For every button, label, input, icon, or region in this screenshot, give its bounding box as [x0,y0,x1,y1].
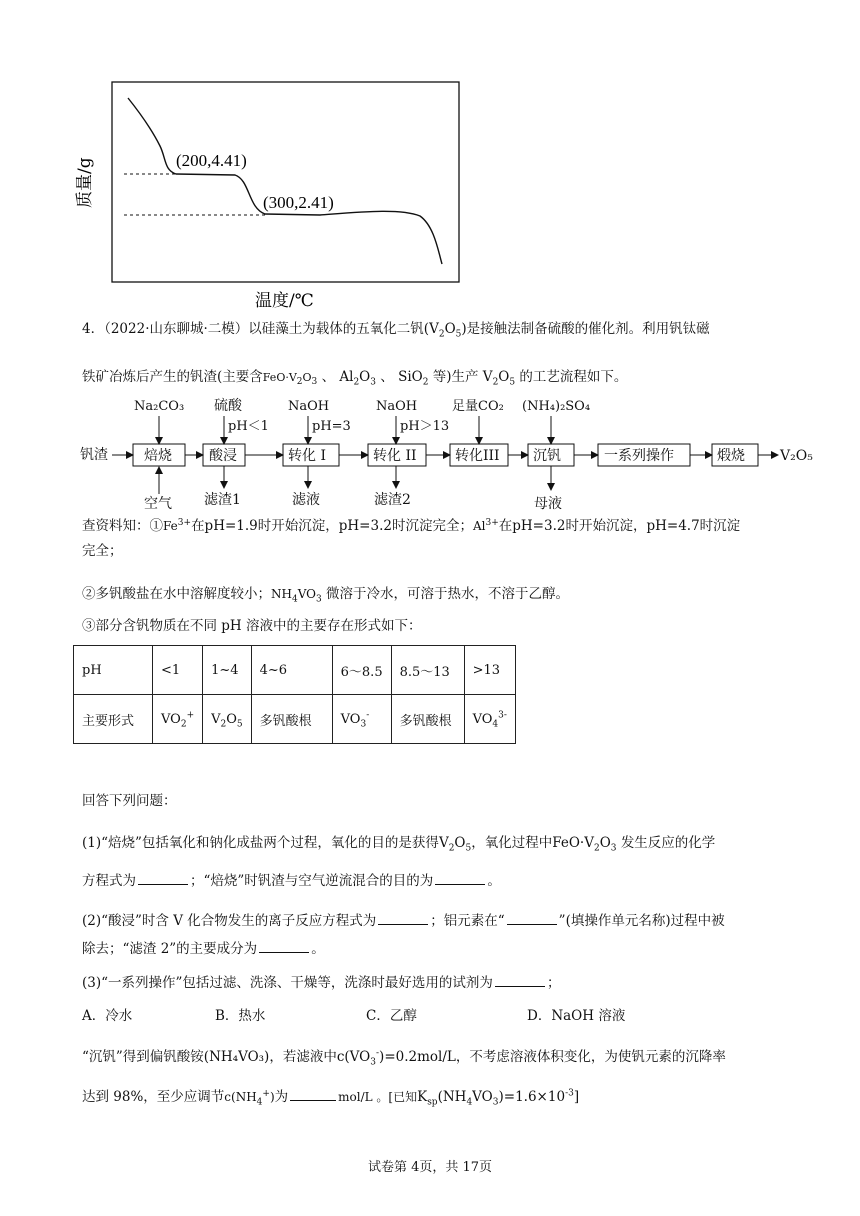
flow-box-5: 转化III [455,448,500,464]
info-line-1-cont: 完全； [82,543,123,559]
question-number: 4． [82,321,105,337]
reagent-2: 硫酸 [214,398,242,414]
answer-blank[interactable] [259,940,309,953]
answer-blank[interactable] [138,872,188,885]
question-source: （2022·山东聊城·二模） [104,321,249,337]
bottom-item-2: 滤渣1 [204,492,241,508]
flow-box-8: 煅烧 [717,448,745,464]
option-a[interactable]: A．冷水 [82,1008,133,1024]
questions-intro: 回答下列问题： [82,793,177,809]
process-flow-diagram [78,394,828,510]
question-1: (1)“焙烧”包括氧化和钠化成盐两个过程，氧化的目的是获得$V_2O_5$，氧化过程中$FeO\cdot V_2O_3$ 发生反应的化学 [82,835,716,854]
question-4-intro: 4．（2022·山东聊城·二模）以硅藻土为载体的五氧化二钒$(V_2O_5)$是接触法制备硫酸的催化剂。利用钒钛磁 [82,321,710,340]
flow-box-7: 一系列操作 [604,448,674,464]
answer-blank[interactable] [507,912,557,925]
reagent-3-ph: pH=3 [312,419,351,434]
info-line-2: ②多钒酸盐在水中溶解度较小；$NH_4VO_3$ 微溶于冷水，可溶于热水，不溶于乙醇。 [82,586,570,605]
bottom-item-3: 滤液 [292,492,320,508]
bottom-item-5: 母液 [534,496,562,510]
question-4-intro-line2: 铁矿冶炼后产生的钒渣(主要含$FeO\cdot V_2O_3$ 、 $Al_2O_3$ 、 SiO$_2$ 等)生产 $V_2O_5$ 的工艺流程如下。 [82,369,628,388]
reagent-4: NaOH [376,399,418,414]
question-3-line4: 达到 98%，至少应调节$c(NH_4^+)$为 mol/L 。[已知$K_{sp}(NH_4VO_3)=1.6\times 10^{-3}$] [82,1088,580,1108]
x-axis-label: 温度/℃ [255,291,314,311]
table-row: pH <1 1~4 4~6 6～8.5 8.5～13 >13 [74,646,516,695]
reagent-5: 足量CO₂ [452,399,504,414]
point2-label: (300,2.41) [263,193,334,212]
question-3: (3)“一系列操作”包括过滤、洗涤、干燥等，洗涤时最好选用的试剂为 ； [82,975,561,991]
flow-end: V₂O₅ [780,448,813,464]
answer-blank[interactable] [378,912,428,925]
graph-frame [112,82,459,282]
option-b[interactable]: B．热水 [215,1008,266,1024]
point1-label: (200,4.41) [176,151,247,170]
reagent-4-ph: pH＞13 [400,419,450,434]
vanadium-species-table [73,645,516,744]
question-3-line3: “沉钒”得到偏钒酸铵(NH₄VO₃)，若滤液中$c(VO_3^-)=0.2mol/L$，不考虑溶液体积变化，为使钒元素的沉降率 [82,1048,726,1068]
reagent-3: NaOH [288,399,330,414]
question-2-line2: 除去；“滤渣 2”的主要成分为 。 [82,941,325,957]
reagent-6: (NH₄)₂SO₄ [522,399,591,414]
question-1-line2: 方程式为 ；“焙烧”时钒渣与空气逆流混合的目的为 。 [82,873,501,889]
info-line-1: 查资料知：$①Fe^{3+}$在pH=1.9时开始沉淀，pH=3.2时沉淀完全；$Al^{3+}$在pH=3.2时开始沉淀，pH=4.7时沉淀 [82,518,741,534]
y-axis-label: 质量/g [75,157,95,208]
reagent-1: Na₂CO₃ [134,399,185,414]
table-row: 主要形式 $VO_2^+$ $V_2O_5$ 多钒酸根 $VO_3^-$ 多钒酸根 $VO_4^{3-}$ [74,695,516,744]
answer-blank[interactable] [495,974,545,987]
flow-box-2: 酸浸 [209,448,237,464]
option-c[interactable]: C．乙醇 [366,1008,417,1024]
option-d[interactable]: D．NaOH 溶液 [527,1008,626,1024]
flow-box-3: 转化 I [288,448,326,464]
question-2: (2)“酸浸”时含 V 化合物发生的离子反应方程式为 ；铝元素在“ ”(填操作单元名称)过程中被 [82,913,725,929]
answer-blank[interactable] [290,1088,336,1101]
mass-curve [128,98,442,264]
flow-box-4: 转化 II [373,448,417,464]
flow-box-6: 沉钒 [533,448,561,464]
answer-blank[interactable] [435,872,485,885]
info-line-3: ③部分含钒物质在不同 pH 溶液中的主要存在形式如下： [82,618,422,634]
page-footer: 试卷第 4页，共 17页 [367,1160,493,1175]
bottom-item-4: 滤渣2 [374,492,411,508]
bottom-item-1: 空气 [144,496,172,510]
reagent-2-ph: pH＜1 [228,419,269,434]
flow-start: 钒渣 [80,447,108,463]
flow-box-1: 焙烧 [144,448,172,464]
mass-temperature-graph [60,78,480,318]
